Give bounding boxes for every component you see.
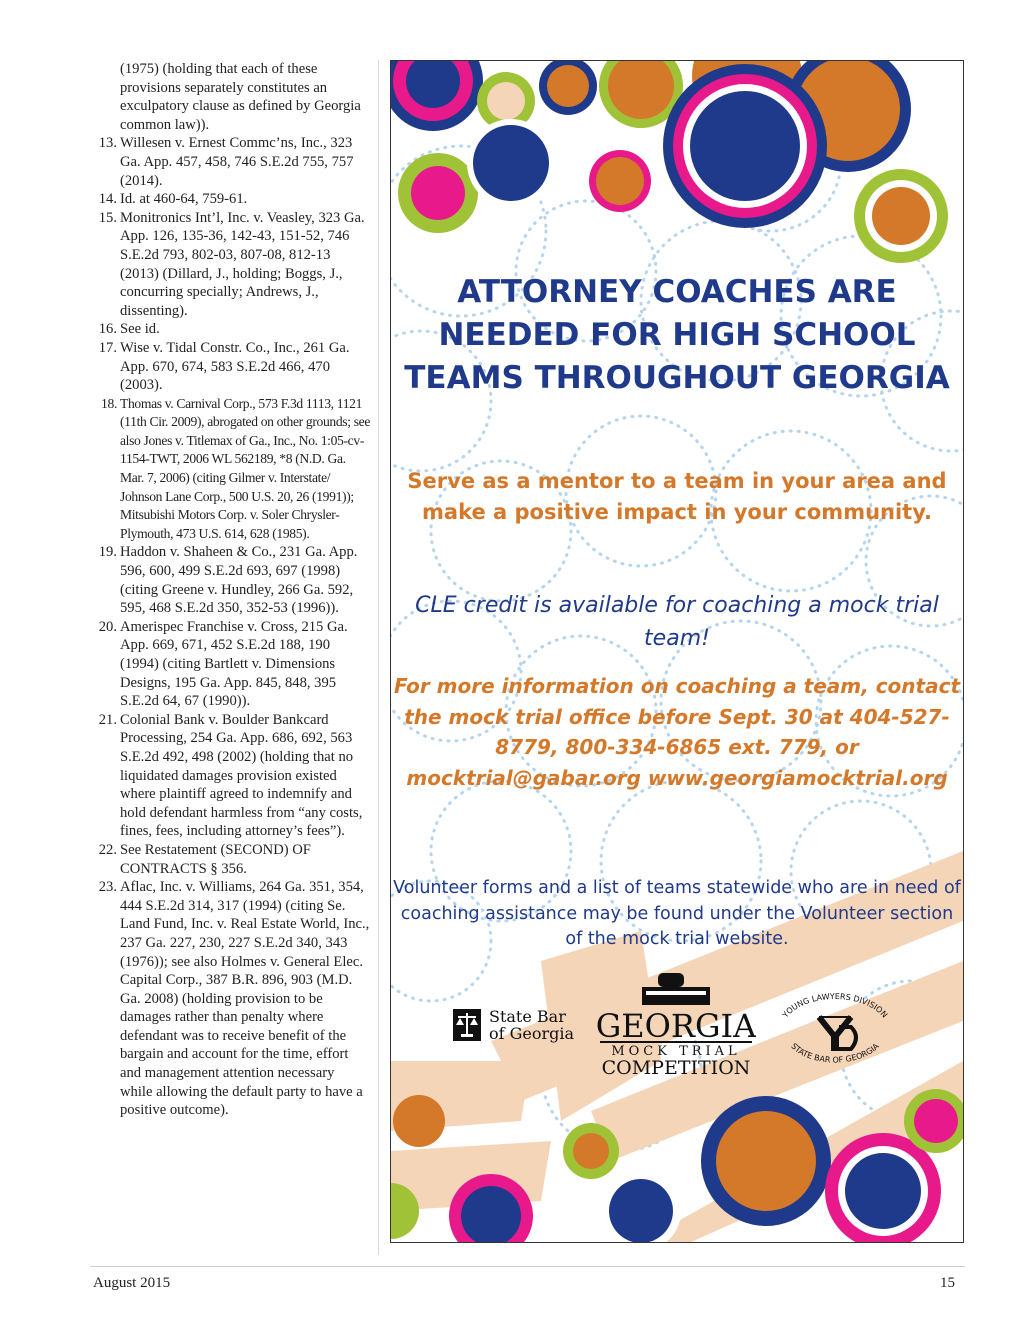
endnote-number: 14. xyxy=(98,191,117,208)
endnote-text: Monitronics Int’l, Inc. v. Veasley, 323 Ga. App. 126, 135-36, 142-43, 151-52, 746 S.E.2d 793, 802-03, 807-08, 812-13 (2013) (Dillard, J., holding; Boggs, J., concurring specially; Andrews, J., dissenting). xyxy=(120,209,365,319)
endnotes-list xyxy=(90,60,370,1120)
mock-trial-advertisement xyxy=(390,60,964,1243)
issue-date: August 2015 xyxy=(93,1275,171,1291)
endnote-number: 18. xyxy=(101,395,117,411)
ad-mentor-text: Serve as a mentor to a team in your area and make a positive impact in your community. xyxy=(407,469,947,524)
state-bar-logo xyxy=(453,1006,583,1046)
endnote-text: Id. at 460-64, 759-61. xyxy=(120,191,248,208)
endnote-number: 15. xyxy=(98,209,117,226)
georgia-mock-trial-logo xyxy=(596,971,756,1081)
yld-logo-bottom-text: STATE BAR OF GEORGIA xyxy=(789,1041,881,1065)
endnote-item xyxy=(90,878,370,1120)
endnote-item xyxy=(90,618,370,711)
ad-headline: ATTORNEY COACHES ARE NEEDED FOR HIGH SCHOOL TEAMS THROUGHOUT GEORGIA xyxy=(404,274,950,396)
judge-icon xyxy=(658,973,684,987)
endnote-number: 13. xyxy=(98,135,117,152)
endnote-number: 21. xyxy=(98,711,117,728)
column-divider xyxy=(378,60,379,1255)
endnote-text: Aflac, Inc. v. Williams, 264 Ga. 351, 354, 444 S.E.2d 314, 317 (1994) (citing Se. Land Fund, Inc. v. Real Estate World, Inc., 237 Ga. 227, 230, 227 S.E.2d 340, 343 (1976)); see also Holmes v. General Elec. Capital Corp., 387 B.R. 896, 903 (M.D. Ga. 2008) (holding provision to be damages rather than penalty where defendant was to receive benefit of the bargain and account for the time, effort and management attention necessary while allowing the default party to have a positive outcome). xyxy=(120,879,370,1119)
endnote-number: 17. xyxy=(98,339,117,356)
endnote-text: Wise v. Tidal Constr. Co., Inc., 261 Ga. App. 670, 674, 583 S.E.2d 466, 470 (2003). xyxy=(120,339,350,394)
endnote-text: (1975) (holding that each of these provisions separately constitutes an exculpatory clause as defined by Georgia common law)). xyxy=(120,61,361,133)
endnote-number: 23. xyxy=(98,879,117,896)
gmt-logo-title: GEORGIA xyxy=(596,1007,756,1045)
page-number: 15 xyxy=(940,1275,955,1291)
yld-emblem-icon xyxy=(819,1017,856,1051)
endnote-item xyxy=(90,543,370,617)
endnote-item xyxy=(90,711,370,841)
endnote-item xyxy=(90,209,370,321)
gmt-logo-subtitle: MOCK TRIAL xyxy=(611,1044,741,1059)
endnote-number: 22. xyxy=(98,841,117,858)
endnote-number: 19. xyxy=(98,544,117,561)
endnote-item xyxy=(90,841,370,878)
state-bar-logo-text: State Bar of Georgia xyxy=(489,1007,575,1043)
endnote-item xyxy=(90,320,370,339)
endnote-item xyxy=(90,395,370,544)
scales-of-justice-icon xyxy=(453,1009,481,1041)
yld-logo-top-text: YOUNG LAWYERS DIVISION xyxy=(780,991,890,1020)
endnote-item xyxy=(90,60,370,134)
endnote-text: Thomas v. Carnival Corp., 573 F.3d 1113, 1121 (11th Cir. 2009), abrogated on other grounds; see also Jones v. Titlemax of Ga., Inc., No. 1:05-cv-1154-TWT, 2006 WL 562189, *8 (N.D. Ga. Mar. 7, 2006) (citing Gilmer v. Interstate/ Johnson Lane Corp., 500 U.S. 20, 26 (1991)); Mitsubishi Motors Corp. v. Soler Chrysler-Plymouth, 473 U.S. 614, 628 (1985). xyxy=(120,395,371,541)
endnote-item xyxy=(90,190,370,209)
ad-volunteer-text: Volunteer forms and a list of teams statewide who are in need of coaching assistance may be found under the Volunteer section of the mock trial website. xyxy=(393,878,961,949)
ad-cle-text: CLE credit is available for coaching a mock trial team! xyxy=(415,593,939,651)
endnote-text: Haddon v. Shaheen & Co., 231 Ga. App. 596, 600, 499 S.E.2d 693, 697 (1998) (citing Greene v. Hundley, 266 Ga. 592, 595, 468 S.E.2d 350, 352-53 (1996)). xyxy=(120,544,358,617)
endnote-item xyxy=(90,134,370,190)
young-lawyers-division-logo xyxy=(775,991,895,1071)
footer-rule xyxy=(90,1266,965,1267)
endnote-text: Willesen v. Ernest Commc’ns, Inc., 323 Ga. App. 457, 458, 746 S.E.2d 755, 757 (2014). xyxy=(120,135,354,189)
ad-contact-info: For more information on coaching a team, contact the mock trial office before Sept. 30 at 404-527-8779, 800-334-6865 ext. 779, or mocktrial@gabar.org www.georgiamocktrial.org xyxy=(393,674,961,790)
endnote-item xyxy=(90,339,370,395)
endnote-number: 16. xyxy=(98,321,117,338)
endnote-text: Colonial Bank v. Boulder Bankcard Processing, 254 Ga. App. 686, 692, 563 S.E.2d 492, 498 (2002) (holding that no liquidated damages provision existed where plaintiff agreed to indemnify and hold defendant harmless from “any costs, fines, fees, including attorney’s fees”). xyxy=(120,711,363,840)
endnote-text: Amerispec Franchise v. Cross, 215 Ga. App. 669, 671, 452 S.E.2d 188, 190 (1994) (citing Bartlett v. Dimensions Designs, 195 Ga. App. 845, 848, 395 S.E.2d 64, 67 (1990)). xyxy=(120,618,348,710)
endnote-text: See Restatement (SECOND) OF CONTRACTS § 356. xyxy=(120,841,311,877)
endnote-number: 20. xyxy=(98,618,117,635)
gmt-logo-competition: COMPETITION xyxy=(601,1057,751,1079)
endnote-text: See id. xyxy=(120,321,160,338)
